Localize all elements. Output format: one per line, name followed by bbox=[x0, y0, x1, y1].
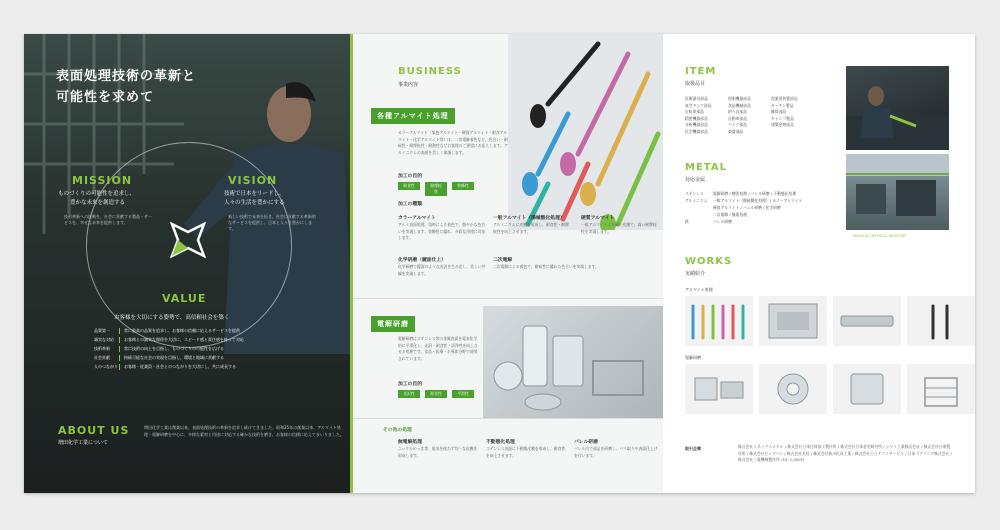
chip: 装飾性 bbox=[452, 182, 474, 190]
metal-row: ステンレス 電解研磨 / 酸洗処理 / バレル研磨 / 不動態化処理 bbox=[685, 191, 797, 196]
kind-heading: 化学研磨（鏡面仕上） bbox=[398, 258, 446, 263]
works-thumb-forks bbox=[907, 296, 975, 346]
value-row: 技術革新 常に技術の向上を目指し、ものづくりの可能性を広げる bbox=[94, 346, 224, 351]
chip: 耐摩耗性 bbox=[425, 182, 447, 196]
colored-spoons-image bbox=[508, 34, 663, 230]
value-row: 社会貢献 持続可能な社会の実現を目指し、環境と地域に貢献する bbox=[94, 355, 224, 360]
mission-body: 技術革新への挑戦を、社会に貢献する製品・サービスを、幸せな未来を提供します。 bbox=[64, 214, 152, 225]
kind-text: 二次電解による着色で、耐候性に優れた色合いを実現します。 bbox=[493, 264, 599, 269]
factory-floor-photo bbox=[846, 154, 949, 230]
mission-line-2: 豊かな未来を創造する bbox=[70, 200, 126, 206]
list-item: 化学機器部品 bbox=[685, 128, 708, 134]
kind-heading: カラーアルマイト bbox=[398, 216, 436, 221]
metal-title: METAL bbox=[685, 162, 727, 173]
works-title: WORKS bbox=[685, 256, 733, 267]
value-row: 誠実な対応 お客様との誠実な関係を大切に、スピード感と責任感を持って対応 bbox=[94, 337, 244, 342]
spoons-photo bbox=[508, 34, 663, 230]
alumite-description: カラーアルマイト（染色アルマイト・硬質アルマイト・耐食アルマイト・化学アルマイト等）は、二次電解着色など、色合い・耐候性・耐摩耗性・耐熱性などお客様のご要望にお応えします。アルミニウムの表面を美しく保護します。 bbox=[398, 130, 508, 155]
other-text: バレル内で部品を研磨し、バリ取りや表面仕上げを行います。 bbox=[574, 446, 658, 458]
steel-thumb-image-1 bbox=[685, 364, 753, 414]
works-denkai-label: 電解研磨 bbox=[685, 355, 701, 360]
list-item: 産業用装置部品 bbox=[771, 96, 798, 101]
works-thumb-bar bbox=[833, 296, 901, 346]
forks-thumb-image bbox=[907, 296, 975, 346]
kind-heading: 硬質アルマイト bbox=[581, 216, 615, 221]
list-item: 真空タンク部品 bbox=[685, 102, 712, 108]
list-item: 照明機器部品 bbox=[728, 96, 751, 101]
mission-title: MISSION bbox=[72, 174, 133, 187]
value-title: VALUE bbox=[162, 292, 207, 305]
chip: 耐食性 bbox=[425, 390, 447, 398]
alumite-tag: 各種アルマイト処理 bbox=[371, 108, 455, 124]
spoons-thumb-image bbox=[685, 296, 753, 346]
vision-line-2: 人々の生活を豊かにする bbox=[224, 200, 285, 206]
list-item: 楽器部品 bbox=[728, 128, 744, 134]
business-subtitle: 事業内容 bbox=[398, 82, 419, 88]
brochure-spread bbox=[24, 34, 975, 493]
vision-title: VISION bbox=[228, 174, 278, 187]
about-text: 増田化学工業は創業以来、表面処理技術の革新を追求し続けてきました。昭和25年の創業以来、アルマイト処理・電解研磨を中心に、多様な素材と用途に対応する確かな技術を磨き、お客様の信頼に応えてまいりました。 bbox=[144, 425, 344, 437]
metal-row: アルミニウム 一般アルマイト（陽極酸化処理）/ カラーアルマイト bbox=[685, 198, 803, 203]
list-item: 建築金物部品 bbox=[771, 122, 794, 128]
other-title: その他の処理 bbox=[383, 428, 412, 433]
right-section bbox=[663, 34, 975, 493]
chip: 耐食性 bbox=[398, 182, 420, 190]
works-thumb-steel-3 bbox=[833, 364, 901, 414]
denkai-description: 電解研磨はステンレス等の金属表面を電気化学的に平滑化し、光沢・耐食性・清浄性を向上させる処理です。食品・医療・半導体分野で使用されています。 bbox=[398, 336, 478, 361]
list-item: 精密機器部品 bbox=[685, 115, 708, 121]
about-title: ABOUT US bbox=[58, 424, 130, 437]
factory-floor-image bbox=[846, 154, 949, 230]
catch-copy bbox=[56, 66, 196, 108]
worker-at-tank-photo bbox=[846, 66, 949, 150]
item-subtitle: 取扱品目 bbox=[685, 81, 706, 87]
metal-subtitle: 対応金属 bbox=[685, 177, 706, 183]
item-title: ITEM bbox=[685, 66, 717, 77]
other-text: ニッケルめっき等、電気を使わず均一な皮膜を形成します。 bbox=[398, 446, 478, 458]
other-heading: 無電解処理 bbox=[398, 440, 422, 445]
metal-row: 二次電解 / 無電処理 bbox=[713, 212, 748, 217]
list-item: 自動車部品 bbox=[728, 115, 747, 121]
clients-label: 取引企業 bbox=[685, 446, 701, 451]
list-item: バイク部品 bbox=[728, 122, 747, 128]
works-thumb-steel-1 bbox=[685, 364, 753, 414]
other-text: ステンレス表面に不動態皮膜を形成し、耐食性を向上させます。 bbox=[486, 446, 566, 458]
steel-thumb-image-3 bbox=[833, 364, 901, 414]
works-thumb-basket bbox=[907, 364, 975, 414]
vision-body: 新しい技術で未来を拓き、社会に貢献する革新的なサービスを提供し、日本と人々を豊かにします。 bbox=[228, 214, 316, 231]
divider bbox=[353, 298, 663, 299]
list-item: 自転車部品 bbox=[685, 109, 704, 115]
items-column-1 bbox=[685, 96, 712, 136]
mission-line-1: ものづくりの可能性を追求し、 bbox=[58, 191, 136, 197]
denkai-tag: 電解研磨 bbox=[371, 316, 415, 332]
worker-at-tank-image bbox=[846, 66, 949, 150]
list-item: キッチン製品 bbox=[771, 102, 794, 108]
value-row: 人のつながり お客様・従業員・社会とのつながりを大切にし、共に成長する bbox=[94, 364, 236, 369]
works-alumite-label: アルマイト処理 bbox=[685, 287, 713, 292]
kind-text: アルミ表面処理、染料による着色で、鮮やかな色合いを実現します。装飾性に優れ、多彩な用途に対応します。 bbox=[398, 222, 486, 240]
other-heading: バレル研磨 bbox=[574, 440, 598, 445]
list-item: 釣り具部品 bbox=[728, 109, 747, 115]
metal-table bbox=[685, 190, 845, 225]
steel-parts-image bbox=[483, 306, 663, 418]
kinds-label: 加工の種類 bbox=[398, 202, 422, 207]
kind-heading: 二次電解 bbox=[493, 258, 513, 263]
steel-thumb-image-2 bbox=[759, 364, 827, 414]
metal-row: 硬質アルマイト / バレル研磨 / 化学研磨 bbox=[713, 205, 781, 210]
chip: 光沢性 bbox=[398, 390, 420, 398]
bar-thumb-image bbox=[833, 296, 901, 346]
left-panel bbox=[24, 34, 350, 493]
works-thumb-plate bbox=[759, 296, 827, 346]
other-heading: 不動態化処理 bbox=[486, 440, 515, 445]
list-item: 分析機器部品 bbox=[685, 122, 708, 128]
kind-heading: 一般アルマイト（陽極酸化処理） bbox=[493, 216, 565, 221]
plate-thumb-image bbox=[759, 296, 827, 346]
list-item: 雑貨部品 bbox=[771, 109, 787, 115]
divider bbox=[353, 418, 663, 419]
items-column-2 bbox=[728, 96, 751, 136]
kind-text: 一般アルマイトより硬い皮膜で、高い耐摩耗性を実現します。 bbox=[581, 222, 657, 234]
about-subtitle: 増田化学工業について bbox=[58, 440, 108, 446]
clients-text: 株式会社ミネックスメタル / 株式会社日本仕様加工製作所 / 株式会社日本金型研究所 / シワト工業株式会社 / 株式会社日東製作所 / 株式会社ビッグバン / 株式会社丸紅 / 株式会社新川化成工業 / 株式会社日立テクノサービス / 日本ベアリング株式会社 / 株式会社三菱機械製作所 ほか 1,000社 bbox=[738, 444, 952, 462]
kind-text: アルミニウムに皮膜を形成し、耐食性・耐摩耗性を向上させます。 bbox=[493, 222, 569, 234]
photo-caption: MASUDA CHEMICAL INDUSTRY bbox=[853, 234, 907, 238]
works-thumb-spoons bbox=[685, 296, 753, 346]
business-section bbox=[353, 34, 663, 493]
business-title: BUSINESS bbox=[398, 66, 462, 77]
works-subtitle: 実績紹介 bbox=[685, 271, 706, 277]
list-item: 医療器具部品 bbox=[685, 96, 708, 101]
basket-thumb-image bbox=[907, 364, 975, 414]
list-item: 食品機械部品 bbox=[728, 102, 751, 108]
alumite-purpose-label: 加工の目的 bbox=[398, 174, 422, 179]
catch-line-1: 表面処理技術の革新と bbox=[56, 69, 197, 84]
items-column-3 bbox=[771, 96, 798, 129]
kind-text: 化学研磨で鏡面のような光沢を生み出し、美しい外観を実現します。 bbox=[398, 264, 486, 276]
chip: 平滑性 bbox=[452, 390, 474, 398]
catch-line-2: 可能性を求めて bbox=[56, 90, 155, 105]
steel-parts-photo bbox=[483, 306, 663, 418]
denkai-purpose-label: 加工の目的 bbox=[398, 382, 422, 387]
value-row: 品質第一 常に最高の品質を追求し、お客様の信頼に応えるサービスを提供 bbox=[94, 328, 240, 333]
vision-line-1: 技術で日本をリードし、 bbox=[224, 191, 285, 197]
metal-row: 鉄 バレル研磨 bbox=[685, 219, 732, 224]
works-thumb-steel-2 bbox=[759, 364, 827, 414]
value-line: お客様を大切にする姿勢で、高信頼社会を築く bbox=[114, 315, 230, 321]
list-item: キャンプ製品 bbox=[771, 115, 794, 121]
star-logo-icon bbox=[168, 222, 208, 258]
